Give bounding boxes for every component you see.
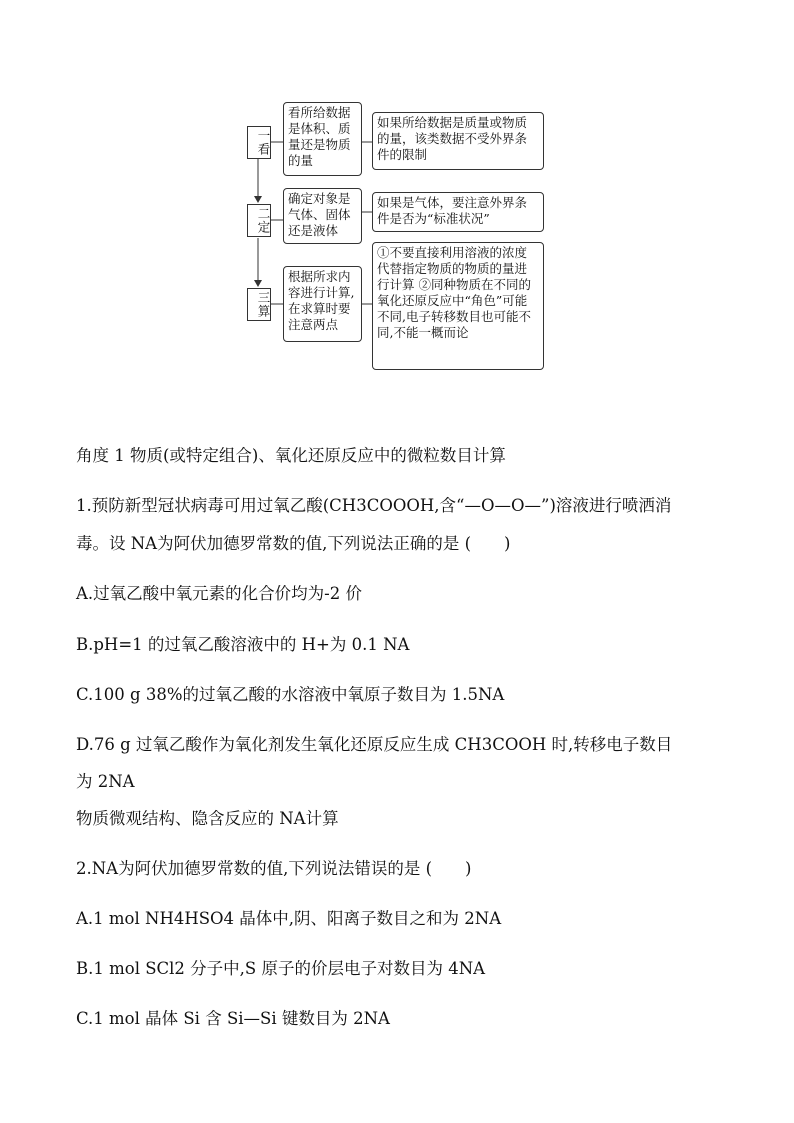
q1-stem-line1: 1.预防新型冠状病毒可用过氧乙酸(CH3COOOH,含“—O—O—”)溶液进行喷洒消 [76,496,672,515]
section1-title: 角度 1 物质(或特定组合)、氧化还原反应中的微粒数目计算 [76,446,506,465]
step-look-box: 看所给数据是体积、质量还是物质的量 [283,102,362,176]
q2-option-b: B.1 mol SCl2 分子中,S 原子的价层电子对数目为 4NA [76,959,486,978]
flowchart [244,96,554,376]
q1-stem-line2: 毒。设 NA为阿伏加德罗常数的值,下列说法正确的是 ( ) [76,534,511,553]
q2-option-c: C.1 mol 晶体 Si 含 Si—Si 键数目为 2NA [76,1009,390,1028]
section2-title: 物质微观结构、隐含反应的 NA计算 [76,809,339,828]
q2-option-a: A.1 mol NH4HSO4 晶体中,阴、阳离子数目之和为 2NA [76,909,502,928]
q1-option-c: C.100 g 38%的过氧乙酸的水溶液中氧原子数目为 1.5NA [76,685,505,704]
q2-stem: 2.NA为阿伏加德罗常数的值,下列说法错误的是 ( ) [76,859,472,878]
step-tag-determine: 二定 [247,204,271,237]
q1-option-b: B.pH=1 的过氧乙酸溶液中的 H+为 0.1 NA [76,635,410,654]
q1-option-d-line1: D.76 g 过氧乙酸作为氧化剂发生氧化还原反应生成 CH3COOH 时,转移电子数目 [76,735,673,754]
q1-option-a: A.过氧乙酸中氧元素的化合价均为-2 价 [76,584,362,603]
step-tag-calculate: 三算 [247,288,271,321]
step-determine-note: 如果是气体，要注意外界条件是否为“标准状况” [372,192,544,232]
step-calculate-note: ①不要直接利用溶液的浓度代替指定物质的物质的量进行计算 ②同种物质在不同的氧化还原反应中“角色”可能不同,电子转移数目也可能不同,不能一概而论 [372,242,544,370]
step-calculate-box: 根据所求内容进行计算,在求算时要注意两点 [283,266,362,342]
step-determine-box: 确定对象是气体、固体还是液体 [283,188,362,244]
step-tag-look: 一看 [247,126,271,159]
q1-option-d-line2: 为 2NA [76,772,135,791]
step-look-note: 如果所给数据是质量或物质的量，该类数据不受外界条件的限制 [372,112,544,170]
